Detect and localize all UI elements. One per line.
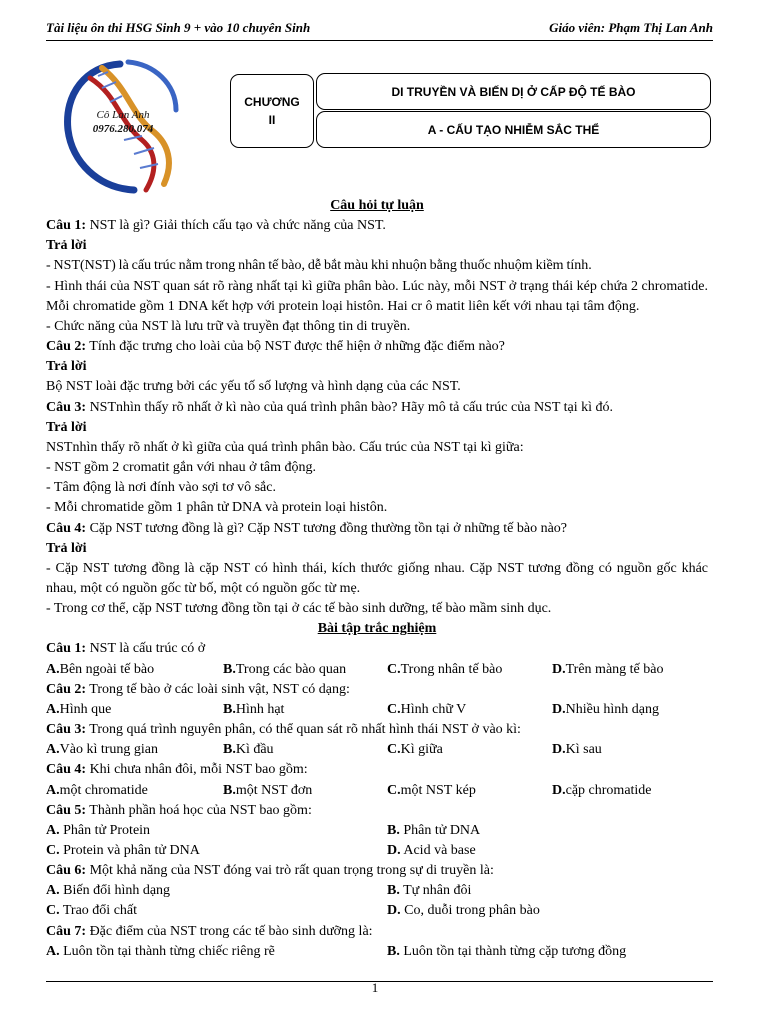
answer-label: Trả lời [46, 238, 87, 254]
mc-question: Câu 6: Một khả năng của NST đóng vai trò rất quan trọng trong sự di truyền là: [46, 863, 494, 879]
mc-question: Câu 7: Đặc điểm của NST trong các tế bào sinh dưỡng là: [46, 923, 373, 939]
mc-option: C. Trao đổi chất [46, 903, 138, 919]
mc-option: D.Nhiều hình dạng [552, 701, 659, 717]
mc-question: Câu 1: NST là cấu trúc có ở [46, 641, 206, 657]
mc-options [46, 841, 708, 861]
mc-options [46, 901, 708, 921]
mc-option: B.Trong các bào quan [223, 661, 347, 677]
mc-option: C.Hình chữ V [387, 701, 467, 717]
mc-option: B. Phân tử DNA [387, 822, 481, 838]
answer-1-line: - Chức năng của NST là lưu trữ và truyền đạt thông tin di truyền. [46, 318, 411, 334]
answer-label: Trả lời [46, 540, 87, 556]
essay-question-4: Câu 4: Cặp NST tương đồng là gì? Cặp NST tương đồng thường tồn tại ở những tế bào nào? [46, 520, 568, 536]
mc-option: A. Luôn tồn tại thành từng chiếc riêng rẽ [46, 943, 275, 959]
mc-option: D. Co, duỗi trong phân bào [387, 903, 540, 919]
chapter-label: CHƯƠNG [244, 95, 300, 109]
section-title-box [316, 111, 711, 148]
logo-phone: 0976.280.074 [92, 123, 154, 135]
answer-3-line: NSTnhìn thấy rõ nhất ở kì giữa của quá trình phân bào. Cấu trúc của NST tại kì giữa: [46, 439, 524, 455]
answer-3-line: - Tâm động là nơi đính vào sợi tơ vô sắc. [46, 480, 276, 496]
mc-option: A.Bên ngoài tế bào [46, 661, 155, 677]
answer-3-line: - NST gồm 2 cromatit gắn với nhau ở tâm động. [46, 460, 317, 476]
mc-option: B. Luôn tồn tại thành từng cặp tương đồng [387, 943, 627, 959]
answer-1-line: - NST(NST) là cấu trúc nằm trong nhân tế bào, dễ bắt màu khi nhuộn bằng thuốc nhuộm kiềm tính. [46, 258, 592, 274]
mc-options [46, 942, 708, 962]
header-divider [46, 40, 713, 41]
teacher-logo [58, 58, 182, 196]
mc-option: B.Hình hạt [223, 701, 285, 717]
mc-options [46, 781, 708, 801]
answer-label: Trả lời [46, 419, 87, 435]
mc-question: Câu 2: Trong tế bào ở các loài sinh vật, NST có dạng: [46, 681, 350, 697]
mc-option: D.Trên màng tế bào [552, 661, 664, 677]
mc-option: D. Acid và base [387, 843, 476, 858]
essay-question-1: Câu 1: NST là gì? Giải thích cấu tạo và chức năng của NST. [46, 218, 386, 234]
mc-option: D.Kì sau [552, 742, 602, 758]
mc-option: A. Phân tử Protein [46, 822, 151, 838]
mc-options [46, 881, 708, 901]
mc-question: Câu 5: Thành phần hoá học của NST bao gồm: [46, 802, 312, 818]
mc-options [46, 740, 708, 760]
mc-option: C.Trong nhân tế bào [387, 661, 503, 677]
section-title: A - CẤU TẠO NHIỄM SẮC THỂ [427, 122, 600, 137]
mc-option: B.một NST đơn [223, 782, 313, 798]
mc-option: A.Vào kì trung gian [46, 742, 158, 758]
chapter-box [230, 74, 314, 148]
answer-3-line: - Mỗi chromatide gồm 1 phân tử DNA và protein loại histôn. [46, 500, 388, 516]
answer-1-line: - Hình thái của NST quan sát rõ ràng nhất tại kì giữa phân bào. Lúc này, mỗi NST ở trạng thái kép chứa 2 chromatide. Mỗi chromatide gồm 1 DNA kết hợp với protein loại histôn. Hai cr ô matit liên kết với nhau tại tâm động. [46, 278, 708, 314]
chapter-title-box [316, 73, 711, 110]
answer-label: Trả lời [46, 359, 87, 375]
answer-4-line: - Trong cơ thể, cặp NST tương đồng tồn tại ở các tế bào sinh dưỡng, tế bào mầm sinh dục. [46, 601, 552, 617]
mc-options [46, 700, 708, 720]
mc-option: C.Kì giữa [387, 742, 443, 758]
mc-question: Câu 3: Trong quá trình nguyên phân, có thể quan sát rõ nhất hình thái NST ở vào kì: [46, 722, 521, 738]
mc-option: D.cặp chromatide [552, 782, 652, 798]
mc-option: C.một NST kép [387, 782, 476, 798]
header-right: Giáo viên: Phạm Thị Lan Anh [549, 20, 713, 35]
mc-options [46, 660, 708, 680]
essay-question-3: Câu 3: NSTnhìn thấy rõ nhất ở kì nào của quá trình phân bào? Hãy mô tả cấu trúc của NST tại kì đó. [46, 399, 614, 415]
mc-option: B.Kì đầu [223, 742, 274, 758]
mc-question: Câu 4: Khi chưa nhân đôi, mỗi NST bao gồm: [46, 762, 308, 778]
document-body [46, 196, 708, 962]
mc-option: A.một chromatide [46, 782, 148, 798]
chapter-number: II [268, 113, 276, 127]
mc-option: C. Protein và phân tử DNA [46, 843, 200, 858]
logo-name: Cô Lan Anh [96, 109, 150, 121]
essay-question-2: Câu 2: Tính đặc trưng cho loài của bộ NST được thể hiện ở những đặc điểm nào? [46, 339, 505, 355]
mc-heading: Bài tập trắc nghiệm [317, 621, 437, 637]
chapter-title: DI TRUYỀN VÀ BIẾN DỊ Ở CẤP ĐỘ TẾ BÀO [391, 84, 636, 99]
essay-heading: Câu hỏi tự luận [330, 198, 424, 213]
mc-option: A. Biến đổi hình dạng [46, 883, 171, 899]
answer-2: Bộ NST loài đặc trưng bởi các yếu tố số lượng và hình dạng của các NST. [46, 379, 461, 395]
page-header [46, 20, 713, 40]
answer-4-line: - Cặp NST tương đồng là cặp NST có hình thái, kích thước giống nhau. Cặp NST tương đồng có nguồn gốc khác nhau, một có nguồn gốc từ bố, một có nguồn gốc từ mẹ. [46, 560, 708, 596]
header-left: Tài liệu ôn thi HSG Sinh 9 + vào 10 chuyên Sinh [46, 20, 311, 35]
mc-option: B. Tự nhân đôi [387, 883, 472, 899]
mc-options [46, 821, 708, 841]
mc-option: A.Hình que [46, 701, 112, 717]
page-number: 1 [371, 980, 379, 995]
